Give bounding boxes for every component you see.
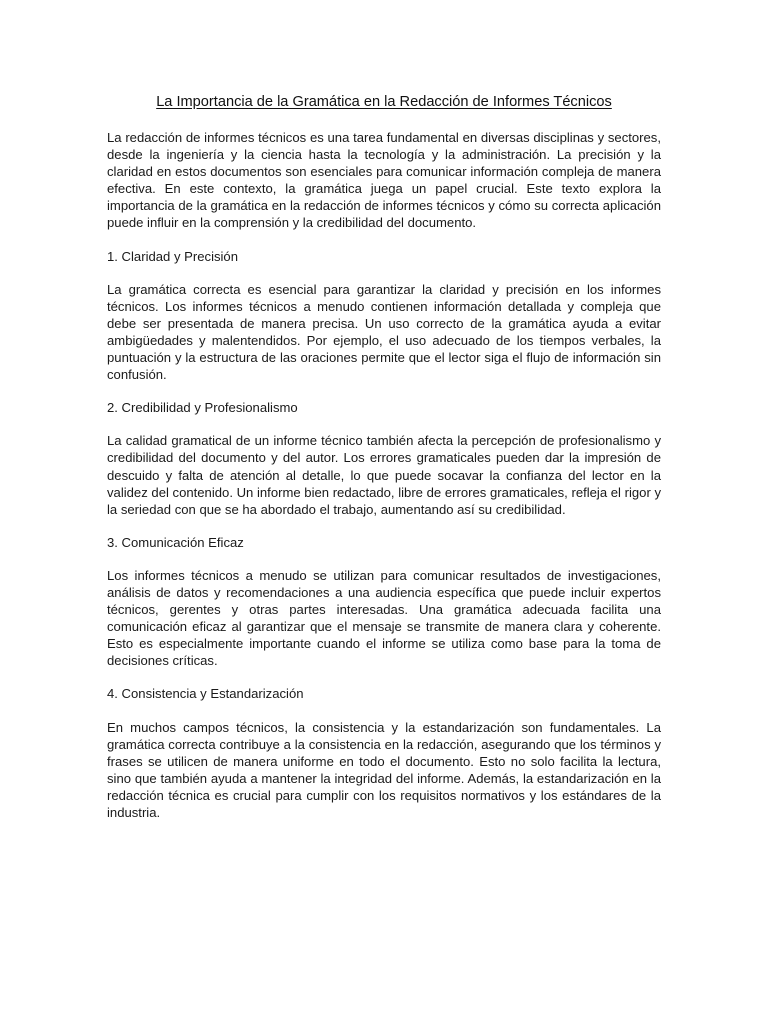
- section-heading-consistencia: 4. Consistencia y Estandarización: [107, 686, 304, 702]
- intro-paragraph: La redacción de informes técnicos es una tarea fundamental en diversas disciplinas y sectores, desde la ingeniería y la ciencia hasta la tecnología y la administración. La precisión y la claridad en estos documentos son esenciales para comunicar información compleja de manera efectiva. En este contexto, la gramática juega un papel crucial. Este texto explora la importancia de la gramática en la redacción de informes técnicos y cómo su correcta aplicación puede influir en la comprensión y la credibilidad del documento.: [107, 130, 661, 231]
- section-body-credibilidad: La calidad gramatical de un informe técnico también afecta la percepción de profesionalismo y credibilidad del documento y del autor. Los errores gramaticales pueden dar la impresión de descuido y falta de atención al detalle, lo que puede socavar la confianza del lector en la validez del contenido. Un informe bien redactado, libre de errores gramaticales, refleja el rigor y la seriedad con que se ha abordado el trabajo, aumentando así su credibilidad.: [107, 433, 661, 517]
- section-heading-claridad: 1. Claridad y Precisión: [107, 248, 238, 264]
- section-heading-comunicacion: 3. Comunicación Eficaz: [107, 534, 244, 550]
- document-title: La Importancia de la Gramática en la Redacción de Informes Técnicos: [156, 94, 612, 110]
- section-heading-credibilidad: 2. Credibilidad y Profesionalismo: [107, 400, 298, 416]
- section-body-claridad: La gramática correcta es esencial para garantizar la claridad y precisión en los informes técnicos. Los informes técnicos a menudo contienen información detallada y compleja que debe ser presentada de manera precisa. Un uso correcto de la gramática ayuda a evitar ambigüedades y malentendidos. Por ejemplo, el uso adecuado de los tiempos verbales, la puntuación y la estructura de las oraciones permite que el lector siga el flujo de información sin confusión.: [107, 281, 661, 383]
- section-body-consistencia: En muchos campos técnicos, la consistencia y la estandarización son fundamentales. La gramática correcta contribuye a la consistencia en la redacción, asegurando que los términos y frases se utilicen de manera uniforme en todo el documento. Esto no solo facilita la lectura, sino que también ayuda a mantener la integridad del informe. Además, la estandarización en la redacción técnica es crucial para cumplir con los requisitos normativos y los estándares de la industria.: [107, 719, 661, 820]
- section-body-comunicacion: Los informes técnicos a menudo se utilizan para comunicar resultados de investigaciones, análisis de datos y recomendaciones a una audiencia específica que puede incluir expertos técnicos, gerentes y otras partes interesadas. Una gramática adecuada facilita una comunicación eficaz al garantizar que el mensaje se transmite de manera clara y coherente. Esto es especialmente importante cuando el informe se utiliza como base para la toma de decisiones críticas.: [107, 567, 661, 669]
